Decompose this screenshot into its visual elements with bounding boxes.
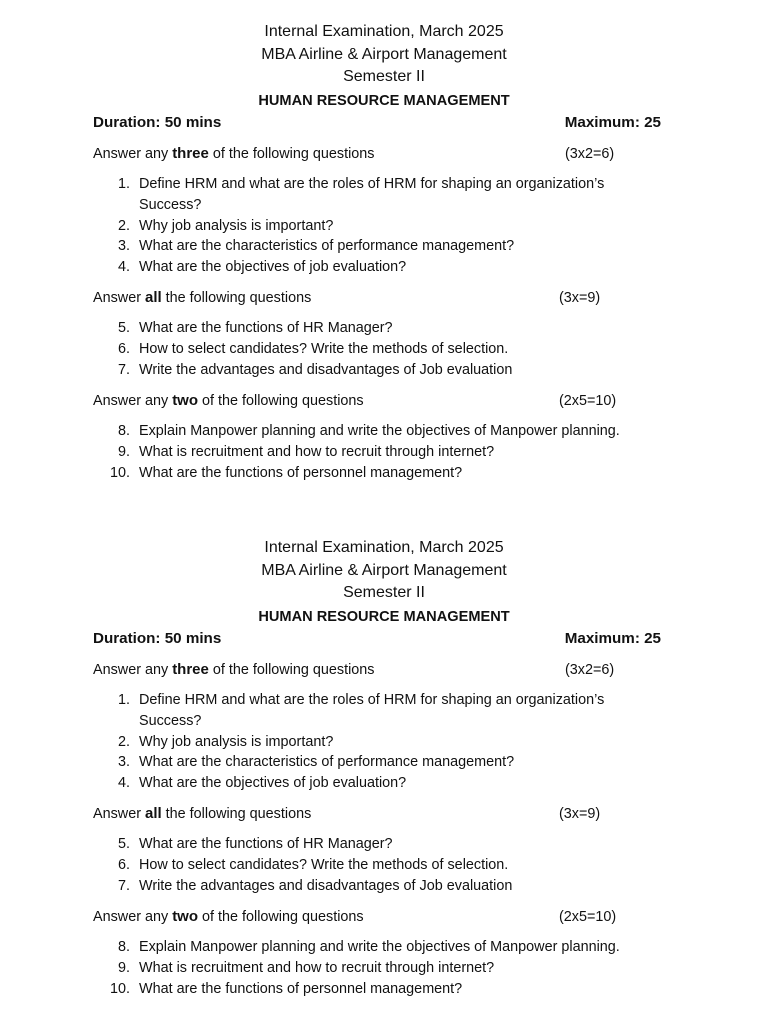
semester-label: Semester II [343,68,425,85]
instruction-emphasis: three [172,145,209,162]
question-number: 6. [117,856,130,873]
question-number: 9. [117,959,130,976]
question-text: What are the characteristics of performance management? [139,238,515,255]
question-text: What are the objectives of job evaluation? [139,775,407,792]
course-title: HUMAN RESOURCE MANAGEMENT [258,93,510,109]
question-number: 1. [117,692,130,708]
question-number: 1. [117,176,130,192]
exam-title: Internal Examination, March 2025 [264,539,504,556]
instruction-text: Answer any [93,146,173,162]
question-number: 8. [117,423,130,439]
instruction-emphasis: all [144,289,162,306]
question-text: How to select candidates? Write the methods of selection. [139,340,509,357]
program-name: MBA Airline & Airport Management [261,46,507,63]
question-number: 5. [117,836,130,852]
question-number: 10. [109,980,130,997]
question-number: 8. [117,939,130,955]
duration-label: Duration: 50 mins [93,114,222,131]
exam-meta-row [93,629,661,649]
question-number: 6. [117,340,130,357]
instruction-text: Answer any [93,393,173,409]
instruction-text: of the following questions [208,662,375,678]
instruction-text: of the following questions [208,146,375,162]
instruction-emphasis: three [172,661,209,678]
question-number: 7. [117,361,130,378]
question-text: Why job analysis is important? [139,217,334,234]
instruction-text: Answer [93,290,145,306]
maximum-marks-label: Maximum: 25 [564,630,661,647]
maximum-marks-label: Maximum: 25 [564,114,661,131]
question-text: What are the functions of HR Manager? [139,320,393,336]
section-instruction [93,660,374,680]
question-text: Explain Manpower planning and write the objectives of Manpower planning. [139,939,620,955]
question-text: What is recruitment and how to recruit through internet? [139,959,495,976]
section-instruction [93,391,364,411]
question-text: What are the characteristics of performance management? [139,754,515,771]
question-text: What is recruitment and how to recruit through internet? [139,443,495,460]
question-number: 5. [117,320,130,336]
section-marks: (3x=9) [559,290,601,306]
instruction-text: of the following questions [198,393,364,409]
instruction-text: Answer [93,806,145,822]
duration-label: Duration: 50 mins [93,630,222,647]
question-number: 2. [117,217,130,234]
question-number: 10. [109,464,130,481]
instruction-emphasis: two [172,908,199,925]
question-text: Define HRM and what are the roles of HRM for shaping an organization’s Success? [139,176,605,213]
instruction-text: of the following questions [198,909,364,925]
question-text: Write the advantages and disadvantages of Job evaluation [139,361,513,378]
instruction-text: Answer any [93,662,173,678]
question-text: What are the functions of personnel management? [139,464,463,481]
exam-meta-row [93,113,661,133]
exam-paper-copy-1 [0,20,768,490]
question-number: 4. [117,775,130,792]
program-name: MBA Airline & Airport Management [261,562,507,579]
semester-label: Semester II [343,584,425,601]
instruction-text: the following questions [161,290,312,306]
question-text: What are the functions of HR Manager? [139,836,393,852]
exam-paper-copy-2 [0,536,768,1006]
section-instruction [93,144,374,164]
question-number: 4. [117,259,130,276]
section-marks: (3x2=6) [565,662,615,678]
question-text: What are the objectives of job evaluation? [139,259,407,276]
section-marks: (3x2=6) [565,146,615,162]
section-instruction [93,804,311,824]
question-text: What are the functions of personnel management? [139,980,463,997]
section-marks: (3x=9) [559,806,601,822]
section-marks: (2x5=10) [559,393,617,409]
question-text: Why job analysis is important? [139,733,334,750]
question-text: Write the advantages and disadvantages of Job evaluation [139,877,513,894]
section-instruction [93,288,311,308]
instruction-text: Answer any [93,909,173,925]
section-marks: (2x5=10) [559,909,617,925]
question-number: 7. [117,877,130,894]
question-number: 3. [117,754,130,771]
question-number: 3. [117,238,130,255]
course-title: HUMAN RESOURCE MANAGEMENT [258,609,510,625]
question-text: Define HRM and what are the roles of HRM for shaping an organization’s Success? [139,692,605,729]
instruction-emphasis: all [144,805,162,822]
instruction-text: the following questions [161,806,312,822]
question-number: 2. [117,733,130,750]
question-number: 9. [117,443,130,460]
question-text: Explain Manpower planning and write the objectives of Manpower planning. [139,423,620,439]
exam-title: Internal Examination, March 2025 [264,23,504,40]
section-instruction [93,907,364,927]
instruction-emphasis: two [172,392,199,409]
question-text: How to select candidates? Write the methods of selection. [139,856,509,873]
